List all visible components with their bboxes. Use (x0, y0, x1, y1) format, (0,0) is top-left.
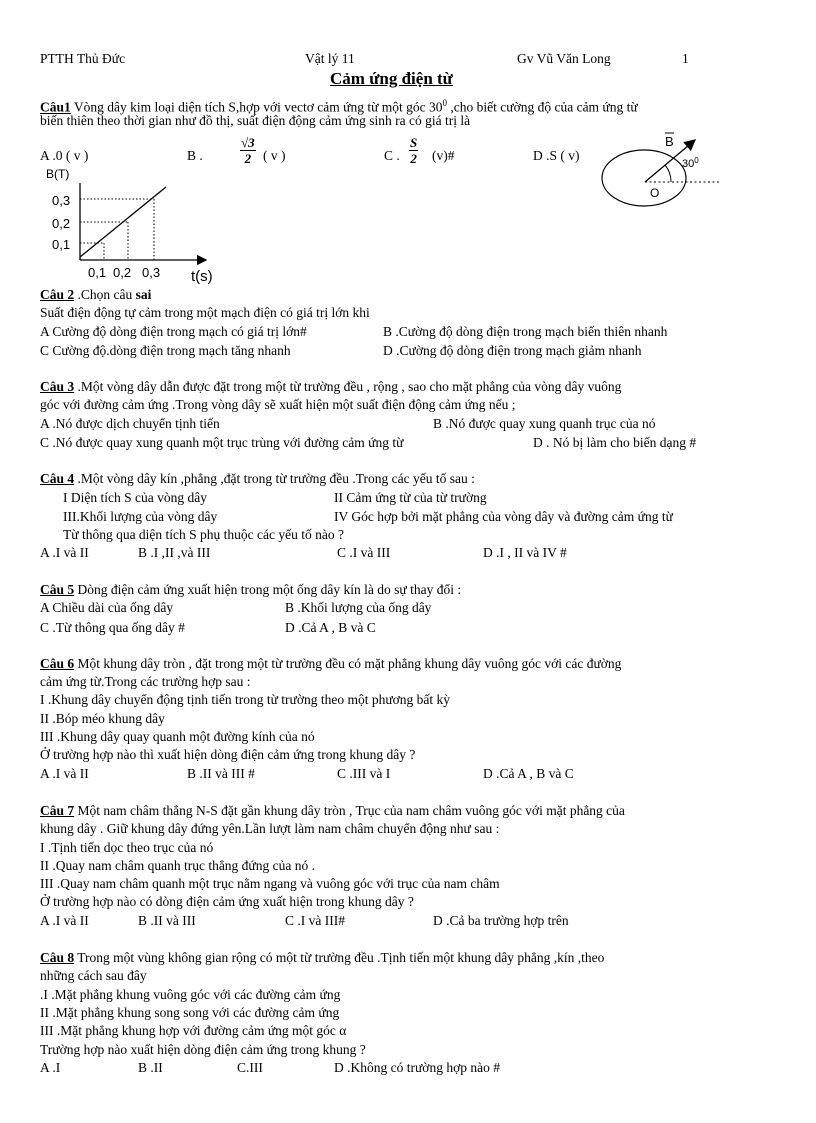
q8-text: Trong một vùng không gian rộng có một từ trường đều .Tịnh tiến một khung dây phẳng ,kín ,theo (74, 950, 605, 965)
q4-option-d: D .I , II và IV # (483, 545, 567, 560)
q6-option-c: C .III và I (337, 766, 391, 781)
q3-label: Câu 3 (40, 379, 75, 394)
q1-option-b-prefix: B . (187, 148, 203, 163)
q1-degree: 0 (442, 98, 448, 108)
q1-loop-figure (597, 128, 757, 214)
q2-text: .Chọn câu (74, 287, 136, 302)
q7-option-a: A .I và II (40, 913, 89, 928)
q2-label: Câu 2 (40, 287, 75, 302)
q3-option-b: B .Nó được quay xung quanh trục của nó (433, 416, 656, 431)
q4-item-3: III.Khối lượng của vòng dây (63, 509, 218, 524)
q8-item-1: .I .Mặt phẳng khung vuông góc với các đường cảm ứng (40, 987, 341, 1002)
q4-option-b: B .I ,II ,và III (138, 545, 211, 560)
graph-xtick-01: 0,1 (88, 265, 107, 280)
q5-option-a: A Chiều dài của ống dây (40, 600, 174, 615)
q7-item-2: II .Quay nam châm quanh trục thẳng đứng của nó . (40, 858, 315, 873)
b-vector-label: B (665, 134, 674, 149)
q1-option-b-denominator: 2 (244, 151, 252, 166)
q1-option-b-fraction (240, 136, 256, 165)
q8-item-3: III .Mặt phẳng khung hợp với đường cảm ứng một góc α (40, 1023, 347, 1038)
q1-option-d: D .S ( v) (533, 148, 580, 163)
graph-ytick-01: 0,1 (52, 237, 71, 252)
q8-option-b: B .II (138, 1060, 163, 1075)
q1-graph (36, 163, 226, 285)
q2-option-a: A Cường độ dòng điện trong mạch có giá trị lớn# (40, 324, 307, 339)
header-subject: Vật lý 11 (305, 51, 355, 66)
q5-option-c: C .Từ thông qua ống dây # (40, 620, 185, 635)
q7-option-b: B .II và III (138, 913, 196, 928)
q6-option-d: D .Cả A , B và C (483, 766, 574, 781)
q7-question: Ở trường hợp nào có dòng điện cảm ứng xuất hiện trong khung dây ? (40, 894, 414, 909)
q1-option-c-prefix: C . (384, 148, 400, 163)
q8-option-d: D .Không có trường hợp nào # (334, 1060, 500, 1075)
q6-stem (40, 656, 621, 672)
q7-option-d: D .Cả ba trường hợp trên (433, 913, 569, 928)
graph-y-label: B(T) (46, 167, 70, 181)
q6-line2: cảm ứng từ.Trong các trường hợp sau : (40, 674, 251, 689)
q4-text: .Một vòng dây kín ,phẳng ,đặt trong từ trường đều .Trong các yếu tố sau : (74, 471, 475, 486)
q4-item-1: I Diện tích S của vòng dây (63, 490, 207, 505)
origin-label: O (650, 186, 660, 200)
q8-item-2: II .Mặt phẳng khung song song với các đường cảm ứng (40, 1005, 340, 1020)
angle-arc (665, 165, 671, 182)
q2-bold-word: sai (135, 287, 152, 302)
header-page-number: 1 (682, 51, 689, 66)
q1-option-a: A .0 ( v ) (40, 148, 89, 163)
q2-option-d: D .Cường độ dòng điện trong mạch giảm nhanh (383, 343, 642, 358)
q3-line2: góc với đường cảm ứng .Trong vòng dây sẽ xuất hiện một suất điện động cảm ứng nếu ; (40, 397, 516, 412)
q2-line2: Suất điện động tự cảm trong một mạch điện có giá trị lớn khi (40, 305, 370, 320)
q7-item-3: III .Quay nam châm quanh một trục nằm ngang và vuông góc với trục của nam châm (40, 876, 500, 891)
q6-item-3: III .Khung dây quay quanh một đường kính của nó (40, 729, 315, 744)
q3-option-a: A .Nó được dịch chuyển tịnh tiến (40, 416, 220, 431)
q8-option-c: C.III (237, 1060, 263, 1075)
graph-xtick-02: 0,2 (113, 265, 132, 280)
q1-option-c-numerator: S (410, 135, 418, 150)
q4-stem (40, 471, 475, 487)
q3-text: .Một vòng dây dẫn được đặt trong một từ trường đều , rộng , sao cho mặt phẳng của vòng dây vuông (74, 379, 622, 394)
q4-option-c: C .I và III (337, 545, 391, 560)
q4-item-4: IV Góc hợp bởi mặt phẳng của vòng dây và đường cảm ứng từ (334, 509, 673, 524)
q5-stem (40, 582, 461, 598)
q1-text1: Vòng dây kim loại diện tích S,hợp với vectơ cảm ứng từ một góc 30 (70, 99, 443, 115)
header-teacher: Gv Vũ Văn Long (517, 51, 611, 66)
q3-option-c: C .Nó được quay xung quanh một trục trùng với đường cảm ứng từ (40, 435, 404, 450)
angle-label-value: 30 (682, 158, 695, 170)
q5-text: Dòng điện cảm ứng xuất hiện trong một ống dây kín là do sự thay đổi : (74, 582, 462, 597)
q3-option-d: D . Nó bị làm cho biến dạng # (533, 435, 697, 450)
angle-label (682, 156, 699, 170)
q6-item-1: I .Khung dây chuyển động tịnh tiến trong từ trường theo một phương bất kỳ (40, 692, 451, 707)
q8-question: Trường hợp nào xuất hiện dòng điện cảm ứng trong khung ? (40, 1042, 366, 1057)
q6-option-a: A .I và II (40, 766, 89, 781)
q7-label: Câu 7 (40, 803, 75, 818)
q7-stem (40, 803, 625, 819)
q1-line2: biến thiên theo thời gian như đồ thị, suất điện động cảm ứng sinh ra có giá trị là (40, 113, 471, 128)
q7-text: Một nam châm thẳng N-S đặt gần khung dây tròn , Trục của nam châm vuông góc với mặt phẳng của (74, 803, 625, 818)
page-title: Cảm ứng điện từ (330, 69, 453, 88)
q3-stem (40, 379, 621, 395)
header-school: PTTH Thủ Đức (40, 51, 126, 66)
q5-option-b: B .Khối lượng của ống dây (285, 600, 432, 615)
q6-text: Một khung dây tròn , đặt trong một từ trường đều có mặt phẳng khung dây vuông góc với các đường (74, 656, 622, 671)
q7-line2: khung dây . Giữ khung dây đứng yên.Lần lượt làm nam châm chuyển động như sau : (40, 821, 500, 836)
q4-item-2: II Cảm ứng từ của từ trường (334, 490, 487, 505)
q2-stem (40, 287, 151, 303)
q1-option-b-suffix: ( v ) (263, 148, 286, 163)
q4-label: Câu 4 (40, 471, 75, 486)
q1-option-b-numerator: √3 (241, 135, 255, 150)
q8-line2: những cách sau đây (40, 968, 147, 983)
q2-option-b: B .Cường độ dòng điện trong mạch biến thiên nhanh (383, 324, 668, 339)
graph-x-label: t(s) (191, 268, 213, 285)
q6-question: Ở trường hợp nào thì xuất hiện dòng điện cảm ứng trong khung dây ? (40, 747, 416, 762)
q7-item-1: I .Tịnh tiến dọc theo trục của nó (40, 840, 214, 855)
q8-label: Câu 8 (40, 950, 75, 965)
q6-item-2: II .Bóp méo khung dây (40, 711, 165, 726)
q6-label: Câu 6 (40, 656, 75, 671)
q8-stem (40, 950, 604, 966)
q7-option-c: C .I và III# (285, 913, 345, 928)
q2-option-c: C Cường độ.dòng điện trong mạch tăng nhanh (40, 343, 291, 358)
q5-label: Câu 5 (40, 582, 75, 597)
angle-label-degree: 0 (694, 156, 699, 165)
q4-option-a: A .I và II (40, 545, 89, 560)
q1-option-c-suffix: (v)# (432, 148, 455, 163)
q1-text2: ,cho biết cường độ của cảm ứng từ (447, 99, 638, 115)
q1-option-c-fraction (409, 136, 418, 165)
graph-ytick-02: 0,2 (52, 216, 71, 231)
q1-option-c-denominator: 2 (410, 151, 417, 166)
q5-option-d: D .Cả A , B và C (285, 620, 376, 635)
q1-label: Câu1 (40, 99, 71, 115)
graph-xtick-03: 0,3 (142, 265, 161, 280)
q4-line3: Từ thông qua diện tích S phụ thuộc các yếu tố nào ? (63, 527, 344, 542)
q8-option-a: A .I (40, 1060, 61, 1075)
graph-ytick-03: 0,3 (52, 193, 71, 208)
q6-option-b: B .II và III # (187, 766, 255, 781)
